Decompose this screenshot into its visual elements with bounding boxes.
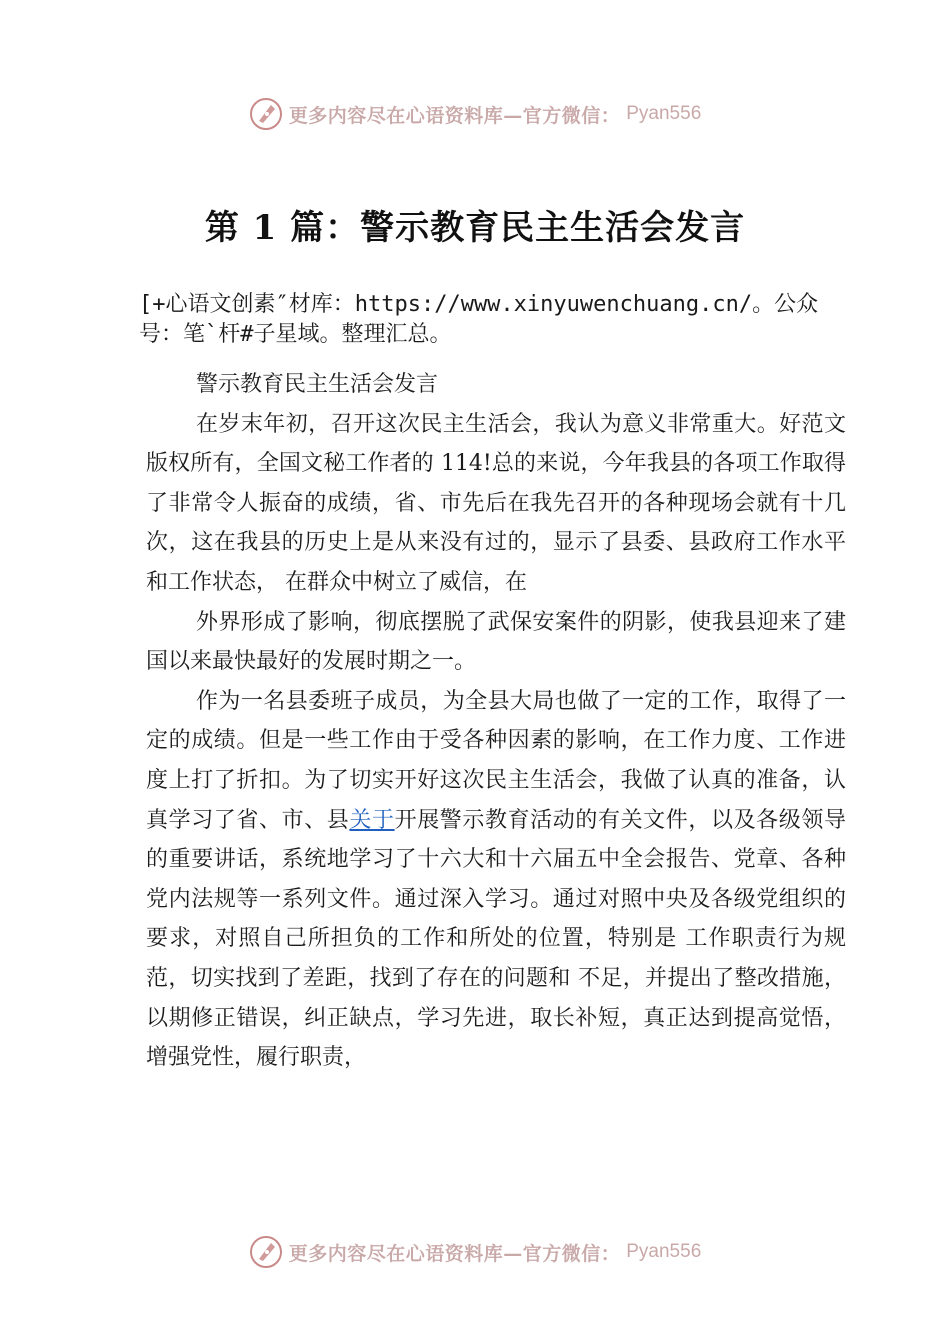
- pen-nib-icon: [249, 1235, 283, 1269]
- document-subtitle: 警示教育民主生活会发言: [196, 372, 439, 397]
- document-title: 第 1 篇：警示教育民主生活会发言: [204, 208, 746, 248]
- header-watermark-banner: [0, 94, 950, 134]
- paragraph-3-text-after: 开展警示教育活动的有关文件，以及各级领导的重要讲话，系统地学习了十六大和十六届五中全会报告、党章、各种党内法规等一系列文件。通过深入学习。通过对照中央及各级党组织的要求，对照自己所担负的工作和所处的位置，特别是 工作职责行为规范，切实找到了差距，找到了存在的问题和 不足，并提出了整改措施，以期修正错误，纠正缺点，学习先进，取长补短，真正达到提高觉悟，增强党性，履行职责，: [146, 807, 846, 1071]
- pen-nib-icon: [249, 97, 283, 131]
- watermark-text: 更多内容尽在心语资料库—官方微信：: [288, 1242, 621, 1265]
- paragraph-2: 外界形成了影响，彻底摆脱了武保安案件的阴影，使我县迎来了建国以来最快最好的发展时期之一。: [146, 609, 846, 675]
- watermark-wechat-id: Pyan556: [626, 1241, 702, 1262]
- guanyu-link[interactable]: 关于: [349, 807, 395, 833]
- footer-watermark-banner: [0, 1232, 950, 1272]
- source-note: [+心语文创素″材库：https://www.xinyuwenchuang.cn/。公众号：笔`杆#子星域。整理汇总。: [139, 292, 819, 347]
- paragraph-3: [146, 682, 846, 1078]
- paragraph-3-text-before: 作为一名县委班子成员，为全县大局也做了一定的工作，取得了一定的成绩。但是一些工作由于受各种因素的影响，在工作力度、工作进度上打了折扣。为了切实开好这次民主生活会，我做了认真的准备，认真学习了省、市、县: [146, 688, 846, 833]
- paragraph-1: 在岁末年初，召开这次民主生活会，我认为意义非常重大。好范文版权所有，全国文秘工作者的 114!总的来说，今年我县的各项工作取得了非常令人振奋的成绩，省、市先后在我先召开的各种现场会就有十几次，这在我县的历史上是从来没有过的，显示了县委、县政府工作水平和工作状态， 在群众中树立了威信，在: [146, 411, 846, 595]
- watermark-text: 更多内容尽在心语资料库—官方微信：: [288, 104, 621, 127]
- watermark-wechat-id: Pyan556: [626, 103, 702, 124]
- document-body: [146, 365, 846, 1078]
